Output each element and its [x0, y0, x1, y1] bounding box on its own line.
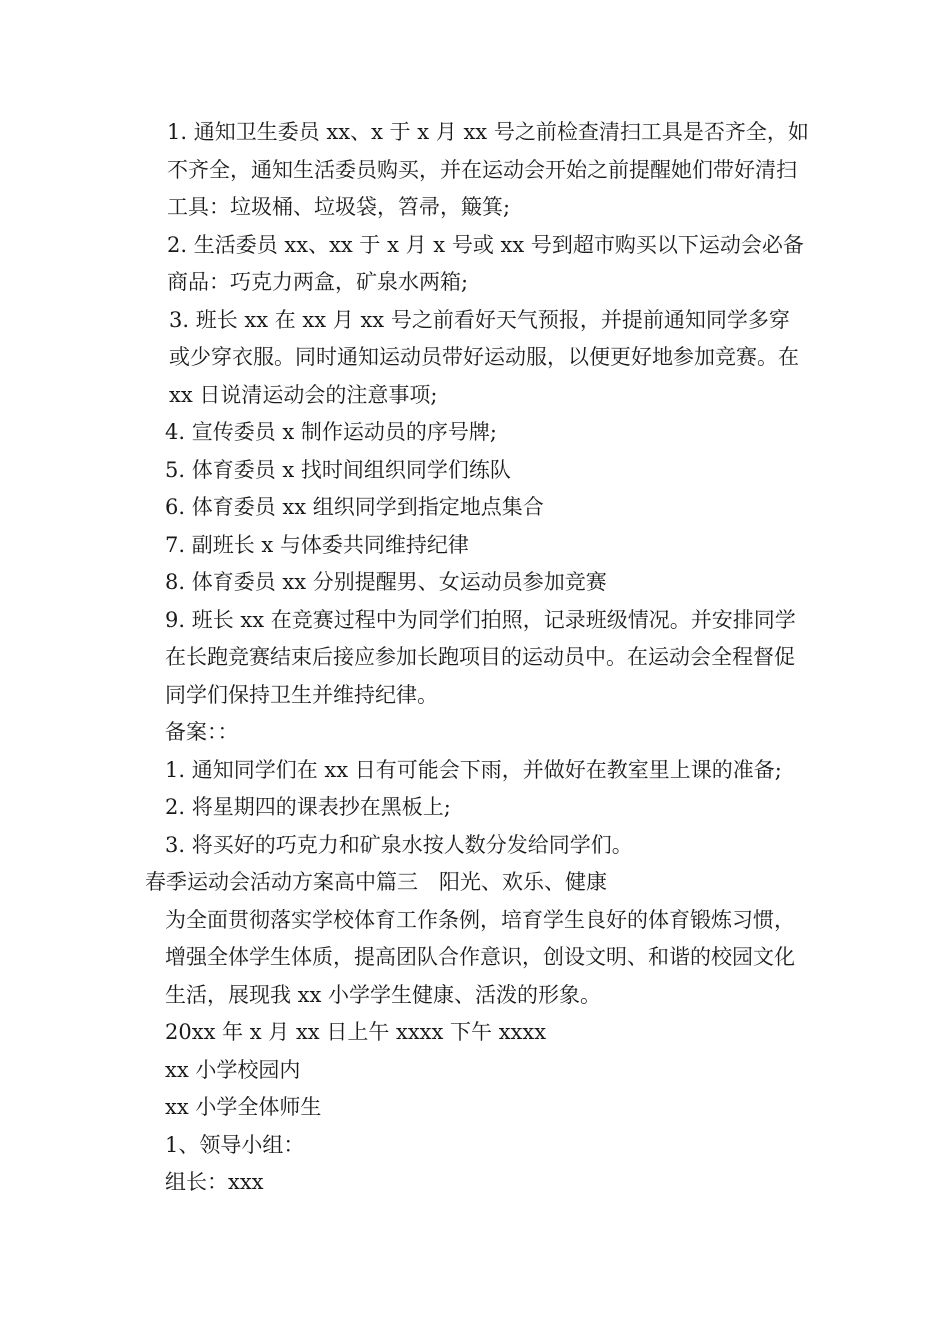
paragraph-item-6: 6. 体育委员 xx 组织同学到指定地点集合: [165, 495, 544, 519]
document-body: [145, 114, 810, 1202]
leadership-heading: 1、领导小组：: [165, 1132, 305, 1157]
backup-item-2: 2. 将星期四的课表抄在黑板上;: [165, 795, 451, 819]
event-location: xx 小学校园内: [165, 1057, 301, 1082]
paragraph-item-2: 2. 生活委员 xx、xx 于 x 月 x 号或 xx 号到超市购买以下运动会必备商品：巧克力两盒，矿泉水两箱;: [167, 232, 804, 294]
leader-line: 组长：xxx: [165, 1170, 264, 1194]
backup-heading: 备案：：: [165, 720, 239, 744]
purpose-paragraph: 为全面贯彻落实学校体育工作条例，培育学生良好的体育锻炼习惯，增强全体学生体质，提高团队合作意识，创设文明、和谐的校园文化生活，展现我 xx 小学学生健康、活泼的形象。: [165, 907, 795, 1007]
event-time: 20xx 年 x 月 xx 日上午 xxxx 下午 xxxx: [165, 1020, 547, 1044]
event-participants: xx 小学全体师生: [165, 1095, 322, 1119]
paragraph-item-7: 7. 副班长 x 与体委共同维持纪律: [165, 532, 469, 557]
paragraph-item-5: 5. 体育委员 x 找时间组织同学们练队: [165, 457, 511, 482]
paragraph-item-9: 9. 班长 xx 在竞赛过程中为同学们拍照，记录班级情况。并安排同学在长跑竞赛结束后接应参加长跑项目的运动员中。在运动会全程督促同学们保持卫生并维持纪律。: [165, 607, 796, 707]
section-heading: 春季运动会活动方案高中篇三 阳光、欢乐、健康: [145, 870, 607, 894]
backup-item-3: 3. 将买好的巧克力和矿泉水按人数分发给同学们。: [165, 832, 633, 857]
paragraph-item-3: 3. 班长 xx 在 xx 月 xx 号之前看好天气预报，并提前通知同学多穿或少穿衣服。同时通知运动员带好运动服，以便更好地参加竞赛。在 xx 日说清运动会的注意事项;: [169, 307, 799, 407]
paragraph-item-1: 1. 通知卫生委员 xx、x 于 x 月 xx 号之前检查清扫工具是否齐全，如不齐全，通知生活委员购买，并在运动会开始之前提醒她们带好清扫工具：垃圾桶、垃圾袋，笤帚，簸箕;: [167, 120, 809, 219]
backup-item-1: 1. 通知同学们在 xx 日有可能会下雨，并做好在教室里上课的准备;: [165, 757, 782, 782]
paragraph-item-4: 4. 宣传委员 x 制作运动员的序号牌;: [165, 420, 497, 444]
paragraph-item-8: 8. 体育委员 xx 分别提醒男、女运动员参加竞赛: [165, 570, 607, 594]
